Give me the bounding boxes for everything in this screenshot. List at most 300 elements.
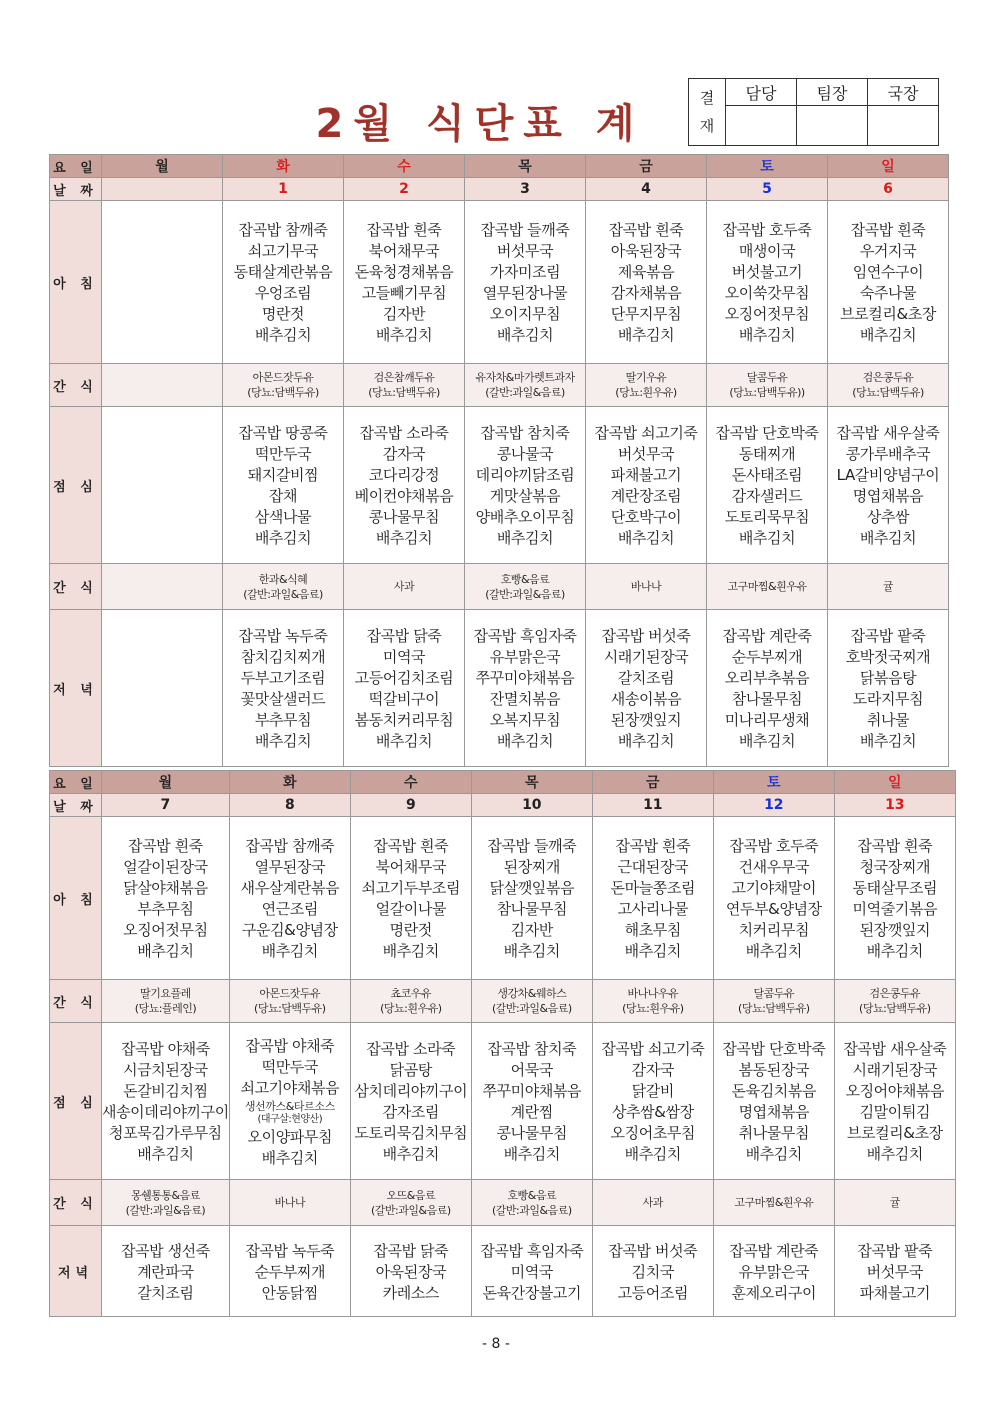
menu-item: 부추무침 xyxy=(254,711,312,729)
date-cell: 5 xyxy=(707,178,828,201)
weekday-cell: 화 xyxy=(223,155,344,178)
menu-item: 잡곡밥 참치죽 xyxy=(487,1040,577,1058)
menu-item: 게맛살볶음 xyxy=(489,487,561,505)
menu-item: 계란찜 xyxy=(510,1103,553,1121)
menu-item: 고사리나물 xyxy=(617,900,689,918)
menu-item: 잡곡밥 야채죽 xyxy=(120,1040,210,1058)
date-cell: 6 xyxy=(828,178,949,201)
menu-item: 배추김치 xyxy=(617,326,675,344)
menu-item: 김치국 xyxy=(631,1262,674,1281)
menu-item: 감자국 xyxy=(631,1061,674,1079)
menu-item: 배추김치 xyxy=(382,942,439,960)
menu-item: 쭈꾸미야채볶음 xyxy=(475,669,575,687)
approval-role-staff: 담당 xyxy=(726,79,797,106)
weekday-cell: 목 xyxy=(471,771,592,794)
menu-item: 치커리무침 xyxy=(738,921,810,939)
menu-item: 어묵국 xyxy=(510,1061,553,1079)
menu-item: 배추김치 xyxy=(375,326,433,344)
menu-item: 잡곡밥 참깨죽 xyxy=(238,221,328,239)
breakfast-cell xyxy=(707,201,828,364)
menu-item: 열무된장국 xyxy=(254,858,326,876)
menu-item: 새송이볶음 xyxy=(610,690,682,708)
menu-item: 잡곡밥 들깨죽 xyxy=(480,221,570,239)
snack-item: (갈반:과일&음료) xyxy=(371,1203,451,1217)
weekday-row xyxy=(50,771,956,794)
row-label-snack: 간 식 xyxy=(50,1180,102,1226)
weekday-cell: 일 xyxy=(828,155,949,178)
menu-item: 브로컬리&초장 xyxy=(840,305,936,323)
menu-item: 돈마늘쫑조림 xyxy=(610,879,696,897)
snack-item: 고구마찜&흰우유 xyxy=(727,580,807,593)
menu-item: 잡곡밥 버섯죽 xyxy=(601,627,691,645)
breakfast-cell xyxy=(834,817,955,980)
menu-item: 시래기된장국 xyxy=(852,1061,938,1079)
menu-item: 매생이국 xyxy=(738,242,796,260)
menu-item: 잡곡밥 닭죽 xyxy=(366,627,442,645)
menu-item: 미역국 xyxy=(382,648,426,666)
menu-item: 잡곡밥 팥죽 xyxy=(857,1241,933,1260)
row-label-date: 날 짜 xyxy=(50,178,102,201)
menu-item: 시래기된장국 xyxy=(603,648,689,666)
breakfast-row xyxy=(50,201,949,364)
menu-item: 콩가루배추국 xyxy=(845,445,931,463)
menu-item: 배추김치 xyxy=(503,1145,560,1163)
weekday-cell: 토 xyxy=(713,771,834,794)
menu-item: 잡곡밥 흰죽 xyxy=(373,837,449,855)
menu-item: 배추김치 xyxy=(745,942,802,960)
dinner-cell xyxy=(102,610,223,767)
menu-item: 닭갈비 xyxy=(631,1082,674,1100)
snack-item: 바나나 xyxy=(274,1196,305,1209)
snack-item: 검은참깨두유 xyxy=(373,371,435,384)
menu-item: (대구살:현양산) xyxy=(257,1113,323,1125)
menu-item: 생선까스&타르소스 xyxy=(244,1099,335,1113)
menu-item: 배추김치 xyxy=(859,326,917,344)
menu-item: 갈치조림 xyxy=(137,1283,194,1302)
menu-item: 참치김치찌개 xyxy=(240,648,326,666)
date-cell: 13 xyxy=(834,794,955,817)
menu-item: 명엽채볶음 xyxy=(852,487,924,505)
menu-item: 잡곡밥 녹두죽 xyxy=(245,1241,335,1260)
row-label-snack: 간 식 xyxy=(50,364,102,407)
menu-item: 잡곡밥 쇠고기죽 xyxy=(594,424,698,442)
snack-item: (당뇨:담백두유) xyxy=(368,386,440,399)
menu-item: 우엉조림 xyxy=(254,284,312,302)
breakfast-cell xyxy=(229,817,350,980)
snack-item: (당뇨:담백두유) xyxy=(254,1002,326,1015)
weekday-cell: 월 xyxy=(102,771,230,794)
menu-item: 배추김치 xyxy=(866,942,923,960)
breakfast-row xyxy=(50,817,956,980)
menu-item: 잡곡밥 흑임자죽 xyxy=(473,627,577,645)
menu-item: 연두부&양념장 xyxy=(725,900,822,918)
menu-item: 배추김치 xyxy=(496,326,554,344)
menu-item: 배추김치 xyxy=(375,529,433,547)
menu-item: 유부맑은국 xyxy=(738,1262,810,1281)
menu-item: 배추김치 xyxy=(745,1145,802,1163)
menu-item: 감자채볶음 xyxy=(610,284,682,302)
menu-item: 배추김치 xyxy=(254,326,312,344)
menu-item: 배추김치 xyxy=(738,529,796,547)
snack-item: 귤 xyxy=(889,1196,900,1209)
menu-item: 고등어조림 xyxy=(617,1283,689,1302)
row-label-yoil: 요 일 xyxy=(50,155,102,178)
menu-item: 잡곡밥 새우살죽 xyxy=(836,424,940,442)
menu-item: 잡곡밥 새우살죽 xyxy=(843,1040,947,1058)
snack1-cell xyxy=(229,980,350,1023)
snack-item: 달콤두유 xyxy=(746,371,788,384)
snack-item: (갈반:과일&음료) xyxy=(243,587,323,601)
menu-item: 배추김치 xyxy=(624,942,681,960)
menu-item: 잡곡밥 생선죽 xyxy=(120,1241,210,1260)
weekday-row xyxy=(50,155,949,178)
menu-item: 오징어젓무침 xyxy=(123,921,208,939)
menu-item: 잡곡밥 흰죽 xyxy=(608,221,684,239)
menu-item: 배추김치 xyxy=(859,732,917,750)
menu-item: 돈육청경채볶음 xyxy=(354,263,454,281)
snack2-cell xyxy=(834,1180,955,1226)
menu-item: 열무된장나물 xyxy=(482,284,568,302)
breakfast-cell xyxy=(586,201,707,364)
menu-item: 계란장조림 xyxy=(610,487,682,505)
menu-item: 얼갈이된장국 xyxy=(123,858,208,876)
menu-item: 도토리묵무침 xyxy=(724,508,810,526)
menu-item: 된장찌개 xyxy=(503,858,560,876)
snack-item: (갈반:과일&음료) xyxy=(125,1203,206,1217)
menu-item: 쇠고기야채볶음 xyxy=(240,1078,340,1097)
menu-item: 오이쑥갓무침 xyxy=(724,284,810,302)
snack-item: 딸기우유 xyxy=(625,371,667,384)
date-cell: 11 xyxy=(592,794,713,817)
menu-item: 배추김치 xyxy=(617,529,675,547)
dinner-cell xyxy=(586,610,707,767)
menu-item: 콩나물무침 xyxy=(496,1124,568,1142)
date-cell: 10 xyxy=(471,794,592,817)
menu-item: 잡곡밥 참치죽 xyxy=(480,424,570,442)
menu-item: 배추김치 xyxy=(382,1145,439,1163)
snack-item: (갈반:과일&음료) xyxy=(485,587,565,601)
snack-item: (갈반:과일&음료) xyxy=(492,1203,572,1217)
snack-item: (당뇨:플레인) xyxy=(134,1002,197,1015)
menu-item: 돈육김치볶음 xyxy=(731,1082,817,1100)
menu-table-week1 xyxy=(49,154,949,767)
dinner-cell xyxy=(471,1226,592,1317)
menu-item: 오이양파무침 xyxy=(247,1127,333,1146)
lunch-cell xyxy=(834,1023,955,1180)
menu-item: 닭곰탕 xyxy=(389,1061,432,1079)
menu-item: 배추김치 xyxy=(375,732,433,750)
menu-item: 쭈꾸미야채볶음 xyxy=(482,1082,582,1100)
menu-item: 돈사태조림 xyxy=(731,466,803,484)
snack1-row xyxy=(50,980,956,1023)
menu-item: 잡곡밥 흰죽 xyxy=(127,837,203,855)
menu-item: 감자국 xyxy=(382,445,426,463)
snack2-cell xyxy=(350,1180,471,1226)
menu-item: 오징어야채볶음 xyxy=(845,1082,945,1100)
menu-item: 동태살무조림 xyxy=(852,879,938,897)
menu-item: 도토리묵김치무침 xyxy=(354,1124,468,1142)
menu-item: 참나물무침 xyxy=(496,900,568,918)
menu-item: 청국장찌개 xyxy=(859,858,931,876)
menu-item: 오복지무침 xyxy=(489,711,561,729)
menu-item: 잔멸치볶음 xyxy=(489,690,561,708)
weekday-cell: 월 xyxy=(102,155,223,178)
row-label-lunch: 점 심 xyxy=(50,407,102,564)
menu-item: 돼지갈비찜 xyxy=(247,466,319,484)
breakfast-cell xyxy=(350,817,471,980)
menu-item: 아욱된장국 xyxy=(375,1262,447,1281)
snack-item: 한과&식혜 xyxy=(258,572,308,586)
snack-item: 몽쉘통통&음료 xyxy=(130,1188,200,1202)
menu-item: 떡만두국 xyxy=(261,1057,318,1076)
approval-sign-staff[interactable] xyxy=(726,106,797,146)
menu-item: 버섯무국 xyxy=(617,445,675,463)
lunch-cell xyxy=(223,407,344,564)
menu-item: 돈육간장불고기 xyxy=(482,1283,582,1302)
date-cell xyxy=(102,178,223,201)
menu-item: 잡곡밥 버섯죽 xyxy=(608,1241,698,1260)
snack2-cell xyxy=(592,1180,713,1226)
menu-item: 상추쌈&쌈장 xyxy=(611,1103,694,1121)
menu-item: 새우살계란볶음 xyxy=(240,879,340,897)
lunch-row xyxy=(50,407,949,564)
snack-item: 딸기요플레 xyxy=(140,987,191,1000)
menu-item: 숙주나물 xyxy=(859,284,917,302)
row-label-dinner: 저 녁 xyxy=(50,610,102,767)
menu-item: 유부맑은국 xyxy=(489,648,561,666)
menu-item: 잡곡밥 계란죽 xyxy=(729,1241,819,1260)
menu-item: 배추김치 xyxy=(617,732,675,750)
menu-item: 오리부추볶음 xyxy=(724,669,810,687)
approval-role-director: 국장 xyxy=(868,79,939,106)
dinner-cell xyxy=(344,610,465,767)
dinner-cell xyxy=(592,1226,713,1317)
approval-box xyxy=(688,78,939,146)
menu-item: 꽃맛살샐러드 xyxy=(240,690,326,708)
snack1-cell xyxy=(586,364,707,407)
menu-item: 도라지무침 xyxy=(852,690,924,708)
menu-item: 제육볶음 xyxy=(617,263,675,281)
row-label-breakfast: 아 침 xyxy=(50,817,102,980)
menu-item: 배추김치 xyxy=(261,942,318,960)
weekday-cell: 화 xyxy=(229,771,350,794)
snack-item: 달콤두유 xyxy=(753,987,795,1000)
lunch-cell xyxy=(102,1023,230,1180)
dinner-row xyxy=(50,610,949,767)
menu-item: 호박젓국찌개 xyxy=(845,648,931,666)
menu-item: 북어채무국 xyxy=(368,242,440,260)
date-cell: 4 xyxy=(586,178,707,201)
snack-item: (당뇨:흰우유) xyxy=(615,386,677,399)
lunch-cell xyxy=(229,1023,350,1180)
menu-item: 닭살깻잎볶음 xyxy=(489,879,575,897)
menu-item: 배추김치 xyxy=(859,529,917,547)
menu-item: 배추김치 xyxy=(137,942,194,960)
menu-item: 잡곡밥 흰죽 xyxy=(366,221,442,239)
menu-item: 갈치조림 xyxy=(617,669,675,687)
row-label-date: 날 짜 xyxy=(50,794,102,817)
menu-item: 잡곡밥 땅콩죽 xyxy=(238,424,328,442)
menu-item: 잡곡밥 쇠고기죽 xyxy=(601,1040,705,1058)
snack1-row xyxy=(50,364,949,407)
menu-item: 배추김치 xyxy=(624,1145,681,1163)
menu-item: 오징어젓무침 xyxy=(724,305,810,323)
menu-item: 떡만두국 xyxy=(254,445,312,463)
breakfast-cell xyxy=(102,817,230,980)
snack2-cell xyxy=(707,564,828,610)
snack2-cell xyxy=(229,1180,350,1226)
menu-item: 시금치된장국 xyxy=(123,1061,208,1079)
menu-item: 잡곡밥 계란죽 xyxy=(722,627,812,645)
approval-sign-director[interactable] xyxy=(868,106,939,146)
menu-item: 미역국 xyxy=(510,1262,553,1281)
menu-item: 잡곡밥 흰죽 xyxy=(850,221,926,239)
menu-item: 잡채 xyxy=(268,487,298,505)
snack-item: (당뇨:담백두유)) xyxy=(729,386,805,399)
snack-item: 호빵&음료 xyxy=(500,572,550,586)
menu-item: 봄동치커리무침 xyxy=(354,711,454,729)
snack-item: 검은콩두유 xyxy=(862,371,914,384)
menu-item: 연근조림 xyxy=(261,900,318,918)
dinner-cell xyxy=(834,1226,955,1317)
date-cell: 3 xyxy=(465,178,586,201)
breakfast-cell xyxy=(102,201,223,364)
snack-item: 오뜨&음료 xyxy=(386,1188,436,1202)
snack2-cell xyxy=(828,564,949,610)
menu-item: 코다리강정 xyxy=(368,466,440,484)
snack2-cell xyxy=(713,1180,834,1226)
menu-item: 잡곡밥 소라죽 xyxy=(366,1040,456,1058)
menu-item: 취나물 xyxy=(866,711,910,729)
dinner-cell xyxy=(713,1226,834,1317)
page-title: 2월 식단표 계 xyxy=(315,101,645,147)
breakfast-cell xyxy=(713,817,834,980)
menu-item: 청포묵김가루무침 xyxy=(109,1124,222,1142)
approval-role-leader: 팀장 xyxy=(797,79,868,106)
menu-item: 카레소스 xyxy=(382,1283,439,1302)
snack-item: 쵸코우유 xyxy=(390,987,432,1000)
date-cell: 12 xyxy=(713,794,834,817)
weekday-cell: 목 xyxy=(465,155,586,178)
row-label-dinner2: 저녁 xyxy=(50,1226,102,1317)
dinner-cell xyxy=(465,610,586,767)
snack-item: 유자차&마가렛트과자 xyxy=(475,371,575,384)
dinner-cell xyxy=(229,1226,350,1317)
menu-item: 감자조림 xyxy=(382,1103,439,1121)
snack2-cell xyxy=(223,564,344,610)
menu-item: 고기야채말이 xyxy=(731,879,817,897)
menu-item: 파채불고기 xyxy=(610,466,682,484)
snack2-cell xyxy=(465,564,586,610)
menu-item: 배추김치 xyxy=(738,326,796,344)
snack-item: 아몬드잣두유 xyxy=(252,371,314,384)
menu-item: 구운김&양념장 xyxy=(241,921,338,939)
menu-item: 순두부찌개 xyxy=(254,1262,326,1281)
lunch-cell xyxy=(713,1023,834,1180)
menu-item: 잡곡밥 흰죽 xyxy=(615,837,691,855)
snack1-cell xyxy=(828,364,949,407)
dinner-cell xyxy=(223,610,344,767)
approval-sign-leader[interactable] xyxy=(797,106,868,146)
menu-item: 버섯무국 xyxy=(866,1262,923,1281)
breakfast-cell xyxy=(465,201,586,364)
approval-label: 결 재 xyxy=(689,79,726,146)
menu-item: 건새우무국 xyxy=(738,858,810,876)
snack1-cell xyxy=(350,980,471,1023)
menu-item: 명란젓 xyxy=(261,305,305,323)
menu-item: 돈갈비김치찜 xyxy=(123,1082,208,1100)
dinner-cell xyxy=(102,1226,230,1317)
lunch-cell xyxy=(344,407,465,564)
snack-item: (당뇨:흰우유) xyxy=(380,1002,442,1015)
date-row xyxy=(50,178,949,201)
menu-item: 쇠고기두부조림 xyxy=(361,879,461,897)
menu-item: 배추김치 xyxy=(866,1145,923,1163)
menu-item: 근대된장국 xyxy=(617,858,689,876)
date-cell: 7 xyxy=(102,794,230,817)
snack-item: 사과 xyxy=(393,580,415,593)
snack2-cell xyxy=(102,1180,230,1226)
date-row xyxy=(50,794,956,817)
menu-item: 김자반 xyxy=(510,921,553,939)
menu-item: 해초무침 xyxy=(624,921,681,939)
menu-item: 임연수구이 xyxy=(852,263,924,281)
lunch-cell xyxy=(592,1023,713,1180)
snack1-cell xyxy=(707,364,828,407)
menu-item: 참나물무침 xyxy=(731,690,803,708)
snack-item: (당뇨:흰우유) xyxy=(622,1002,684,1015)
snack2-cell xyxy=(344,564,465,610)
snack-item: (갈반:과일&음료) xyxy=(485,386,565,399)
snack-item: (당뇨:담백두유) xyxy=(859,1002,931,1015)
breakfast-cell xyxy=(344,201,465,364)
menu-item: 단무지무침 xyxy=(610,305,682,323)
menu-item: 계란파국 xyxy=(137,1262,194,1281)
menu-item: 잡곡밥 야채죽 xyxy=(245,1036,335,1055)
menu-item: 잡곡밥 단호박죽 xyxy=(722,1040,826,1058)
snack2-cell xyxy=(471,1180,592,1226)
lunch-cell xyxy=(471,1023,592,1180)
menu-item: 새송이데리야끼구이 xyxy=(102,1103,229,1121)
snack-item: (당뇨:담백두유) xyxy=(738,1002,810,1015)
snack1-cell xyxy=(471,980,592,1023)
menu-item: 배추김치 xyxy=(496,732,554,750)
weekday-cell: 일 xyxy=(834,771,955,794)
menu-item: 동태살계란볶음 xyxy=(233,263,333,281)
snack2-cell xyxy=(586,564,707,610)
date-cell: 1 xyxy=(223,178,344,201)
menu-item: 잡곡밥 닭죽 xyxy=(373,1241,449,1260)
menu-item: 잡곡밥 흑임자죽 xyxy=(480,1241,584,1260)
menu-item: 단호박구이 xyxy=(610,508,682,526)
menu-item: 가자미조림 xyxy=(489,263,561,281)
menu-item: 배추김치 xyxy=(261,1148,318,1167)
snack-item: 고구마찜&흰우유 xyxy=(734,1196,814,1209)
menu-table-week2 xyxy=(49,770,956,1317)
dinner-cell xyxy=(707,610,828,767)
dinner-cell xyxy=(350,1226,471,1317)
menu-item: 잡곡밥 호두죽 xyxy=(729,837,819,855)
snack-item: (당뇨:담백두유) xyxy=(852,386,924,399)
dinner-row xyxy=(50,1226,956,1317)
breakfast-cell xyxy=(828,201,949,364)
menu-item: 북어채무국 xyxy=(375,858,447,876)
menu-item: 취나물무침 xyxy=(738,1124,810,1142)
snack-item: 바나나우유 xyxy=(627,987,679,1000)
snack2-row xyxy=(50,564,949,610)
lunch-cell xyxy=(586,407,707,564)
lunch-cell xyxy=(102,407,223,564)
